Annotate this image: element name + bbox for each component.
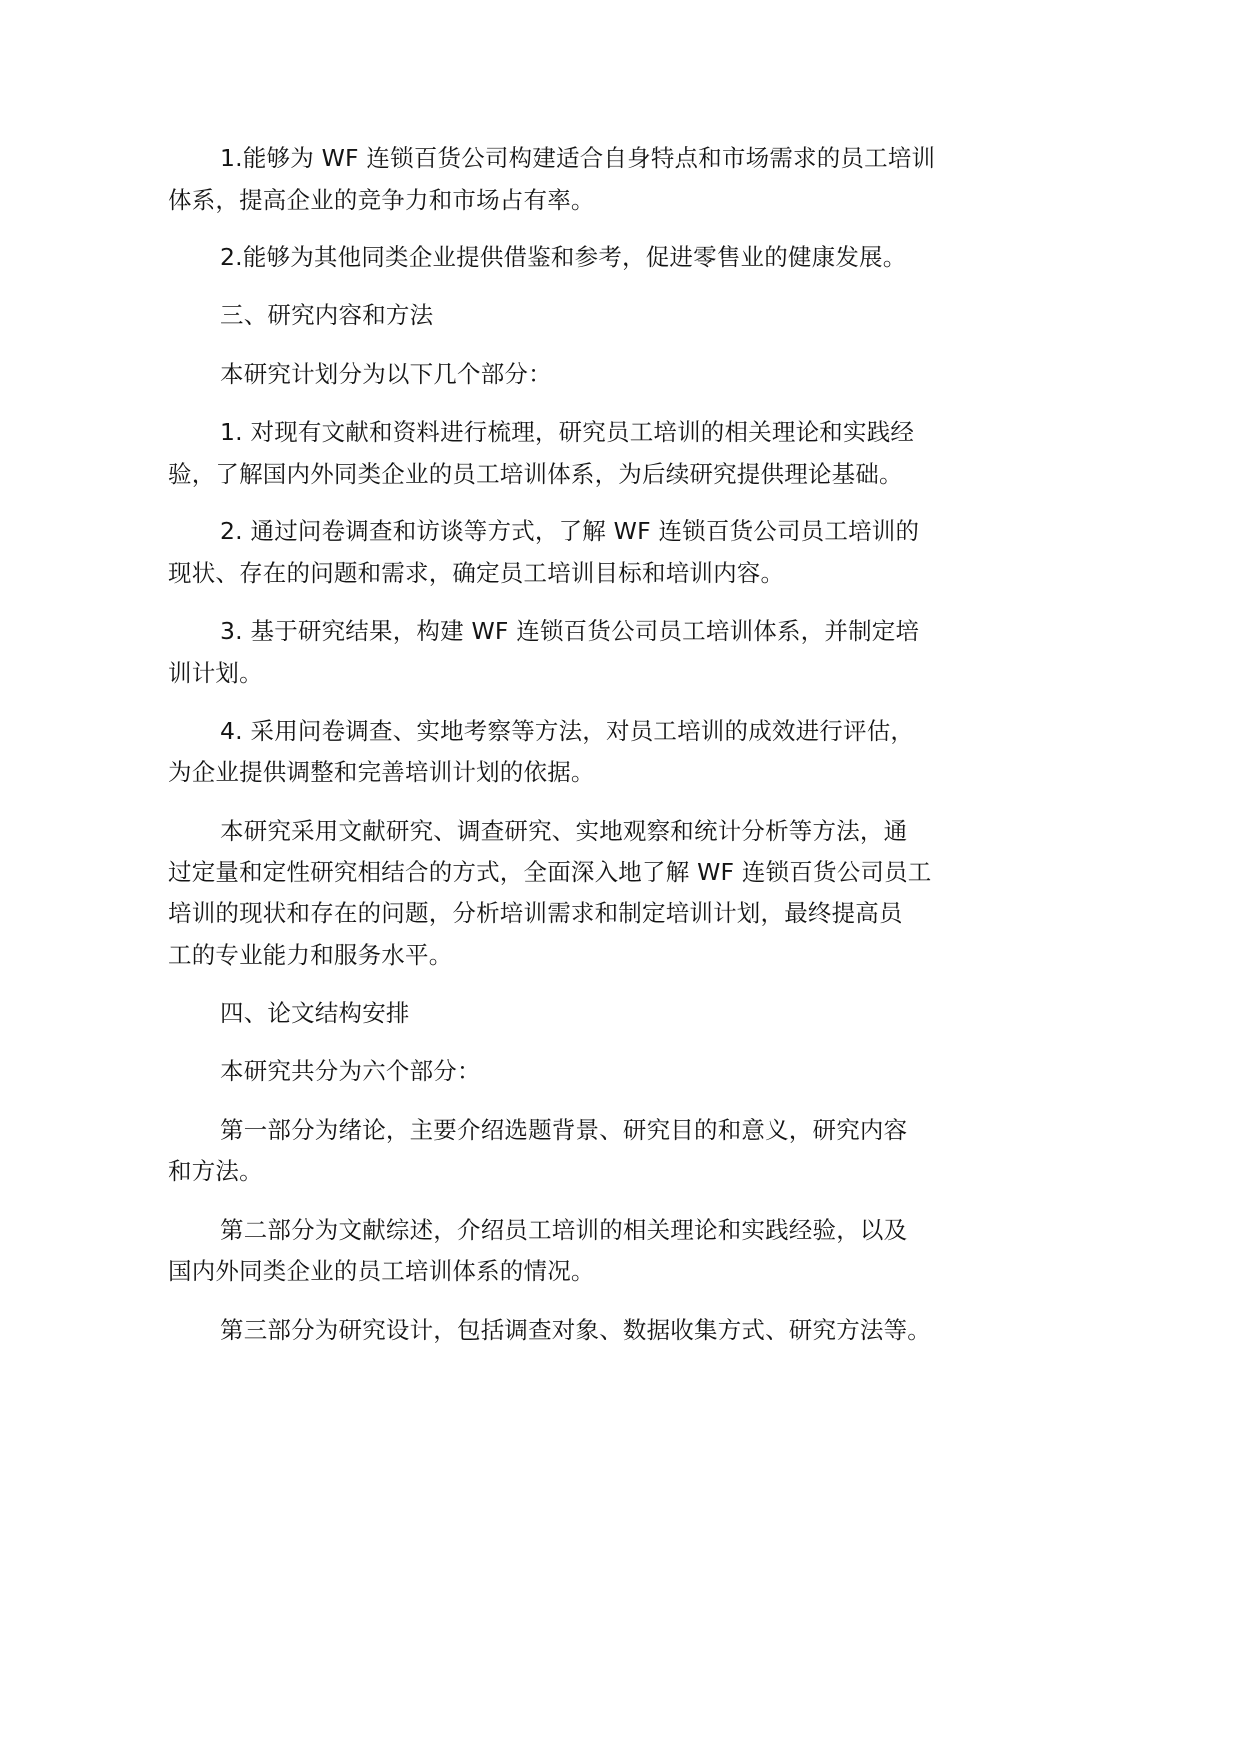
paragraph-significance-1-line-2: 体系，提高企业的竞争力和市场占有率。 xyxy=(168,186,595,214)
paragraph-significance-1-line-1: 1.能够为 WF 连锁百货公司构建适合自身特点和市场需求的员工培训 xyxy=(220,144,936,172)
paragraph-part-3-line-1: 第三部分为研究设计，包括调查对象、数据收集方式、研究方法等。 xyxy=(220,1316,931,1344)
paragraph-part-2-line-1: 第二部分为文献综述，介绍员工培训的相关理论和实践经验，以及 xyxy=(220,1216,908,1244)
paragraph-methods-line-3: 培训的现状和存在的问题，分析培训需求和制定培训计划，最终提高员 xyxy=(168,899,903,927)
paragraph-methods-line-1: 本研究采用文献研究、调查研究、实地观察和统计分析等方法，通 xyxy=(220,817,908,845)
paragraph-part-1-line-2: 和方法。 xyxy=(168,1157,263,1185)
paragraph-plan-1-line-1: 1. 对现有文献和资料进行梳理，研究员工培训的相关理论和实践经 xyxy=(220,418,915,446)
paragraph-part-1-line-1: 第一部分为绪论，主要介绍选题背景、研究目的和意义，研究内容 xyxy=(220,1116,908,1144)
paragraph-part-2-line-2: 国内外同类企业的员工培训体系的情况。 xyxy=(168,1257,595,1285)
paragraph-methods-line-2: 过定量和定性研究相结合的方式，全面深入地了解 WF 连锁百货公司员工 xyxy=(168,858,932,886)
paragraph-plan-3-line-1: 3. 基于研究结果，构建 WF 连锁百货公司员工培训体系，并制定培 xyxy=(220,617,920,645)
paragraph-significance-2-line-1: 2.能够为其他同类企业提供借鉴和参考，促进零售业的健康发展。 xyxy=(220,243,907,271)
section-heading-research-content: 三、研究内容和方法 xyxy=(220,301,434,329)
paragraph-plan-3-line-2: 训计划。 xyxy=(168,659,263,687)
paragraph-plan-4-line-2: 为企业提供调整和完善培训计划的依据。 xyxy=(168,758,595,786)
section-heading-thesis-structure: 四、论文结构安排 xyxy=(220,999,410,1027)
paragraph-plan-2-line-2: 现状、存在的问题和需求，确定员工培训目标和培训内容。 xyxy=(168,559,785,587)
paragraph-plan-intro: 本研究计划分为以下几个部分： xyxy=(220,360,552,388)
paragraph-methods-line-4: 工的专业能力和服务水平。 xyxy=(168,941,453,969)
paragraph-structure-intro: 本研究共分为六个部分： xyxy=(220,1057,481,1085)
paragraph-plan-1-line-2: 验，了解国内外同类企业的员工培训体系，为后续研究提供理论基础。 xyxy=(168,460,903,488)
paragraph-plan-2-line-1: 2. 通过问卷调查和访谈等方式，了解 WF 连锁百货公司员工培训的 xyxy=(220,517,920,545)
paragraph-plan-4-line-1: 4. 采用问卷调查、实地考察等方法，对员工培训的成效进行评估， xyxy=(220,717,915,745)
